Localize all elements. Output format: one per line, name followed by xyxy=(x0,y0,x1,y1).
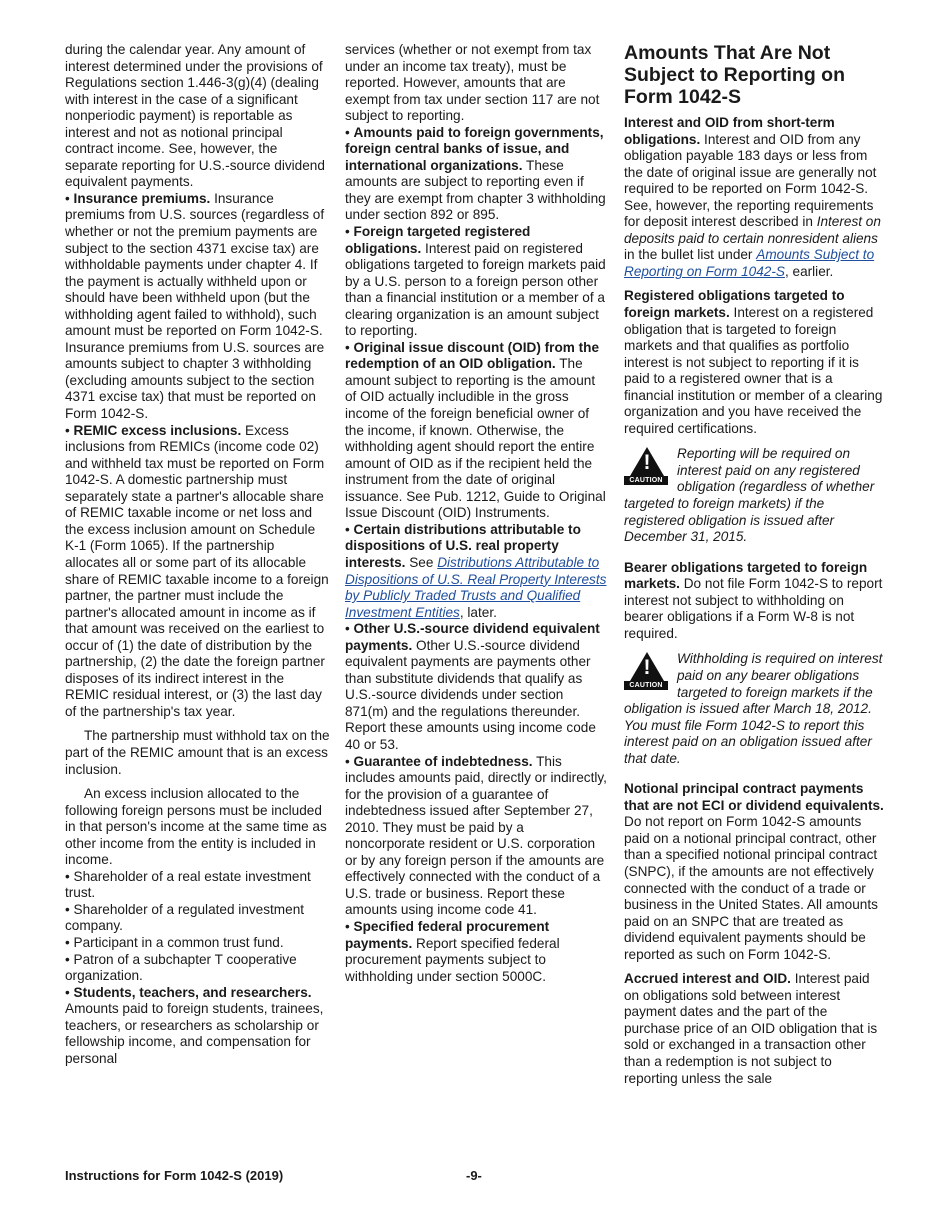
bullet-body: This includes amounts paid, directly or indirectly, for the provision of a guarantee of indebtedness issued after September 27, 2010. They must be paid by a noncorporate resident or U.S. corporation or by any foreign person if the amounts are effectively connected with the conduct of a U.S. trade or business. Report these amounts using income code 41. xyxy=(345,753,607,918)
caution-text: Withholding is required on interest paid on any bearer obligations targeted to foreign markets if the obligation is issued after March 18, 2012. You must file Form 1042-S to report this interest paid on an obligation issued after that date. xyxy=(624,651,883,766)
paragraph-notional-principal xyxy=(624,781,886,963)
paragraph-heading: Bearer obligations targeted to foreign markets. xyxy=(624,559,868,592)
column-1 xyxy=(65,42,330,1067)
paragraph-body: Interest on a registered obligation that is targeted to foreign markets and that qualifies as portfolio interest is not subject to reporting if it is paid to a registered owner that is a financial institution or member of a clearing organization and you have received the required certifications. xyxy=(624,305,883,436)
bullet-heading: Other U.S.-source dividend equivalent payments. xyxy=(345,621,600,653)
paragraph-body: Do not file Form 1042-S to report interest not subject to withholding on bearer obligations if a Form W-8 is not required. xyxy=(624,576,883,641)
list-item: • Shareholder of a real estate investment trust. xyxy=(65,868,311,901)
bullet-heading: REMIC excess inclusions. xyxy=(73,422,242,438)
paragraph-partnership-withhold: The partnership must withhold tax on the part of the REMIC amount that is an excess inclusion. xyxy=(65,728,330,777)
bullet-heading: Original issue discount (OID) from the redemption of an OID obligation. xyxy=(345,339,600,372)
bullet-foreign-targeted-registered: • Foreign targeted registered obligations. Interest paid on registered obligations targeted to foreign markets paid by a U.S. person to a foreign person other than a financial institution or a member of a clearing organization is an amount subject to reporting. xyxy=(345,224,606,339)
paragraph-heading: Accrued interest and OID. xyxy=(624,971,791,987)
paragraph-excess-inclusion: An excess inclusion allocated to the following foreign persons must be included in that person's income at the same time as other income from the entity is included in income. xyxy=(65,786,327,868)
paragraph-registered-obligations xyxy=(624,288,886,437)
caution-label: CAUTION xyxy=(624,476,668,485)
paragraph-accrued-interest xyxy=(624,971,886,1087)
paragraph-heading: Notional principal contract payments that are not ECI or dividend equivalents. xyxy=(624,781,884,813)
paragraph-bearer-obligations xyxy=(624,560,886,643)
bullet-insurance-premiums: • Insurance premiums. Insurance premiums from U.S. sources (regardless of whether or not the premium payments are subject to the section 4371 excise tax) are withholdable payments under chapter 4. If the payment is actually withheld upon or should have been withheld upon (but the withholding agent failed to withhold), such amount must be reported on Form 1042-S. Insurance premiums from U.S. sources are amounts subject to chapter 3 withholding (excluding amounts subject to the section 4371 excise tax) that must be reported on Form 1042-S. xyxy=(65,190,325,422)
bullet-heading: Amounts paid to foreign governments, foreign central banks of issue, and international organizations. xyxy=(345,124,604,173)
bullet-body: Insurance premiums from U.S. sources (regardless of whether or not the premium payments are subject to the section 4371 excise tax) are withholdable payments under chapter 4. If the payment is actually withheld upon or should have been withheld upon (but the withholding agent failed to withhold), such amount must be reported on Form 1042-S. Insurance premiums from U.S. sources are amounts subject to chapter 3 withholding (excluding amounts subject to the section 4371 excise tax) that must be reported on Form 1042-S. xyxy=(65,190,325,422)
paragraph-body: in the bullet list under xyxy=(624,247,757,263)
caution-icon xyxy=(624,652,670,692)
paragraph-heading: Interest and OID from short-term obligations. xyxy=(624,115,835,147)
bullet-dividend-equivalent: • Other U.S.-source dividend equivalent payments. Other U.S.-source dividend equivalent payments are payments other than substitute dividends that qualify as U.S.-source dividends under section 871(m) and the regulations thereunder. Report these amounts using income code 40 or 53. xyxy=(345,621,600,752)
bullet-students-teachers: • Students, teachers, and researchers. Amounts paid to foreign students, trainees, teachers, or researchers as scholarship or fellowship income, and compensation for personal xyxy=(65,984,324,1066)
bullet-guarantee-indebtedness: • Guarantee of indebtedness. This includes amounts paid, directly or indirectly, for the provision of a guarantee of indebtedness issued after September 27, 2010. They must be paid by a noncorporate resident or U.S. corporation or by any foreign person if the amounts are effectively connected with the conduct of a U.S. trade or business. Report these amounts using income code 41. xyxy=(345,753,607,918)
bullet-body: See xyxy=(405,554,438,570)
bullet-original-issue-discount: • Original issue discount (OID) from the redemption of an OID obligation. The amount subject to reporting is the amount of OID actually includible in the gross income of the foreign beneficial owner of the income, if known. Otherwise, the withholding agent should report the entire amount of OID as if the recipient held the instrument from the date of original issuance. See Pub. 1212, Guide to Original Issue Discount (OID) Instruments. xyxy=(345,339,606,521)
bullet-real-property-distributions: • Certain distributions attributable to dispositions of U.S. real property interests. See Distributions Attributable to Dispositions of U.S. Real Property Interests by Publicly Traded Trusts and Qualified Investment Entities, later. xyxy=(345,521,607,620)
amounts-subject-link[interactable]: Amounts Subject to Reporting on Form 1042-S xyxy=(624,247,875,279)
paragraph-tail: , earlier. xyxy=(784,263,834,279)
caution-text: Reporting will be required on interest paid on any registered obligation (regardless of whether targeted to foreign markets) if the registered obligation is issued after December 31, 2015. xyxy=(624,446,875,545)
bullet-body-tail: , later. xyxy=(459,604,497,620)
paragraph-body: Do not report on Form 1042-S amounts paid on a notional principal contract, other than a specified notional principal contract (SNPC), if the amounts are not effectively connected with the conduct of a trade or business in the United States. All amounts paid on an SNPC that are treated as dividend equivalent payments should be reported as such on Form 1042-S. xyxy=(624,814,878,962)
page-number: -9- xyxy=(466,1168,482,1183)
bullet-body: These amounts are subject to reporting even if they are exempt from chapter 3 withholding under section 892 or 895. xyxy=(345,157,606,223)
exclamation-mark: ! xyxy=(643,451,651,475)
bullet-body: Other U.S.-source dividend equivalent payments are payments other than substitute dividends that qualify as U.S.-source dividends under section 871(m) and the regulations thereunder. Report these amounts using income code 40 or 53. xyxy=(345,637,596,752)
exclamation-mark: ! xyxy=(643,656,651,680)
list-item: • Shareholder of a regulated investment company. xyxy=(65,901,305,934)
caution-icon xyxy=(624,447,670,487)
paragraph-body: Interest paid on obligations sold between interest payment dates and the part of the purchase price of an OID obligation that is sold or exchanged in a transaction other than a redemption is not subject to reporting unless the sale xyxy=(624,971,878,1086)
footer-title: Instructions for Form 1042-S (2019) xyxy=(65,1168,284,1183)
bullet-federal-procurement: • Specified federal procurement payments. Report specified federal procurement payments subject to withholding under section 5000C. xyxy=(345,918,560,984)
bullet-heading: Guarantee of indebtedness. xyxy=(353,753,533,769)
bullet-heading: Certain distributions attributable to dispositions of U.S. real property interests. xyxy=(345,521,581,570)
bullet-heading: Insurance premiums. xyxy=(73,190,211,206)
bullet-heading: Specified federal procurement payments. xyxy=(345,918,550,951)
bullet-body: Amounts paid to foreign students, trainees, teachers, or researchers as scholarship or fellowship income, and compensation for personal xyxy=(65,1001,324,1066)
list-item: • Patron of a subchapter T cooperative organization. xyxy=(65,951,297,984)
paragraph-services-continued: services (whether or not exempt from tax under an income tax treaty), must be reported. However, amounts that are exempt from tax under section 117 are not subject to reporting. xyxy=(345,42,600,124)
paragraph-interest-calendar: during the calendar year. Any amount of interest determined under the provisions of Regulations section 1.446-3(g)(4) (dealing with interest in the case of a significant nonperiodic payment) is reportable as interest and not as notional principal contract income. See, however, the separate reporting for U.S.-source dividend equivalent payments. xyxy=(65,42,325,190)
list-item: • Participant in a common trust fund. xyxy=(65,934,284,950)
bullet-remic-excess: • REMIC excess inclusions. Excess inclusions from REMICs (income code 02) and withheld tax must be reported on Form 1042-S. A domestic partnership must separately state a partner's allocable share of REMIC taxable income or net loss and the excess inclusion amount on Schedule K-1 (Form 1065). If the partnership allocates all or some part of its allocable share of REMIC taxable income to a foreign partner, the partner must include the partner's allocated amount in income as if that amount was received on the earliest to occur of (1) the date of distribution by the partnership, (2) the date the foreign partner disposes of its indirect interest in the REMIC residual interest, or (3) the last day of the partnership's tax year. xyxy=(65,422,329,719)
paragraph-short-term-obligations xyxy=(624,115,886,280)
list-item-text: Patron of a subchapter T cooperative organization. xyxy=(65,951,297,984)
caution-note-bearer xyxy=(624,651,886,767)
bullet-body: Report specified federal procurement payments subject to withholding under section 5000C. xyxy=(345,935,560,984)
italic-reference: Interest on deposits paid to certain nonresident aliens xyxy=(624,214,881,246)
bullet-body: Excess inclusions from REMICs (income code 02) and withheld tax must be reported on Form 1042-S. A domestic partnership must separately state a partner's allocable share of REMIC taxable income or net loss and the excess inclusion amount on Schedule K-1 (Form 1065). If the partnership allocates all or some part of its allocable share of REMIC taxable income to a foreign partner, the partner must include the partner's allocated amount in income as if that amount was received on the earliest to occur of (1) the date of distribution by the partnership, (2) the date the foreign partner disposes of its indirect interest in the REMIC residual interest, or (3) the last day of the partnership's tax year. xyxy=(65,422,329,719)
list-item-text: Shareholder of a real estate investment trust. xyxy=(65,868,311,901)
bullet-foreign-governments: • Amounts paid to foreign governments, foreign central banks of issue, and international organizations. These amounts are subject to reporting even if they are exempt from chapter 3 withholding under section 892 or 895. xyxy=(345,124,606,223)
list-item-text: Participant in a common trust fund. xyxy=(73,934,284,950)
bullet-body: The amount subject to reporting is the amount of OID actually includible in the gross income of the foreign beneficial owner of the income, if known. Otherwise, the withholding agent should report the entire amount of OID as if the recipient held the instrument from the date of original issuance. See Pub. 1212, Guide to Original Issue Discount (OID) Instruments. xyxy=(345,356,606,521)
distributions-link[interactable]: Distributions Attributable to Dispositions of U.S. Real Property Interests by Publicly Traded Trusts and Qualified Investment Entities xyxy=(345,554,607,620)
list-item-text: Shareholder of a regulated investment company. xyxy=(65,901,305,934)
caution-note-registered xyxy=(624,446,886,545)
paragraph-body: Interest and OID from any obligation payable 183 days or less from the date of original issue are generally not required to be reported on Form 1042-S. See, however, the reporting requirements for deposit interest described in xyxy=(624,131,877,230)
column-3 xyxy=(624,42,886,1087)
bullet-body: Interest paid on registered obligations targeted to foreign markets paid by a U.S. person to a foreign person other than a financial institution or a member of a clearing organization is an amount subject to reporting. xyxy=(345,240,606,339)
caution-label: CAUTION xyxy=(624,681,668,690)
bullet-heading: Students, teachers, and researchers. xyxy=(73,984,312,1000)
bullet-heading: Foreign targeted registered obligations. xyxy=(345,224,531,256)
paragraph-heading: Registered obligations targeted to foreign markets. xyxy=(624,288,845,321)
column-2 xyxy=(345,42,607,985)
section-heading: Amounts That Are Not Subject to Reporting on Form 1042-S xyxy=(624,42,845,108)
